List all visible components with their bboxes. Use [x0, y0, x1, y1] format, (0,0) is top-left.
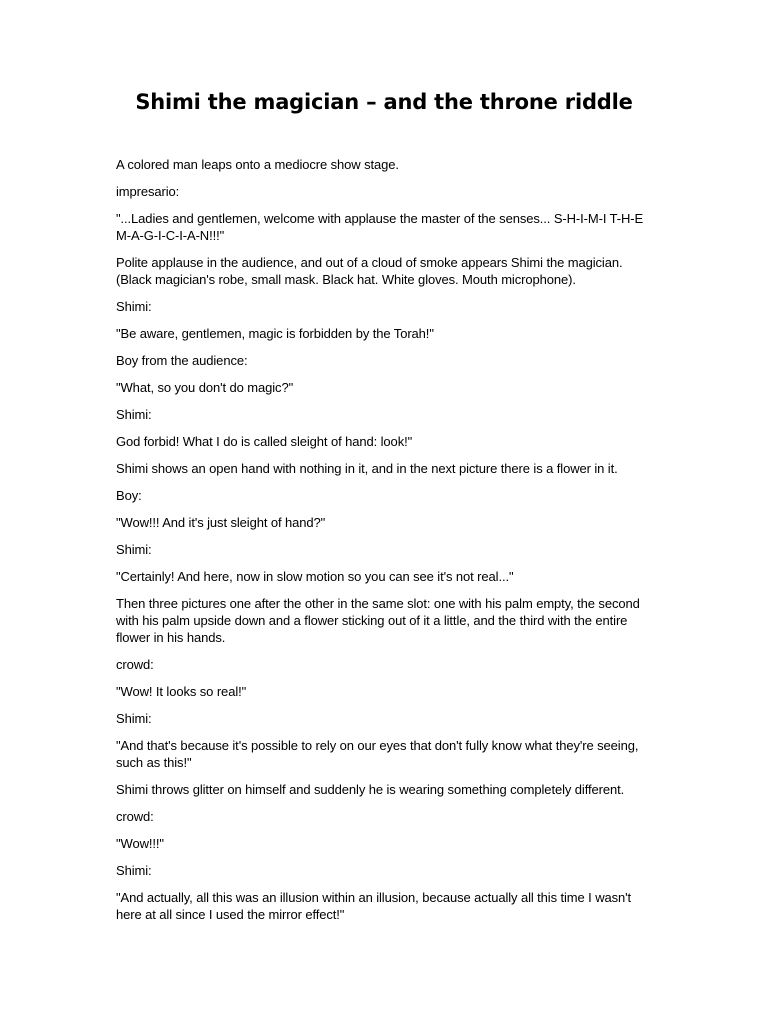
document-body — [116, 156, 656, 933]
paragraph: crowd: — [116, 657, 154, 672]
paragraph: crowd: — [116, 809, 154, 824]
paragraph: "Wow! It looks so real!" — [116, 684, 247, 699]
paragraph: "Be aware, gentlemen, magic is forbidden by the Torah!" — [116, 326, 434, 341]
paragraph: A colored man leaps onto a mediocre show stage. — [116, 157, 399, 172]
paragraph: "Wow!!! And it's just sleight of hand?" — [116, 515, 326, 530]
paragraph: Then three pictures one after the other in the same slot: one with his palm empty, the second with his palm upside down and a flower sticking out of it a little, and the third with the entire flower in his hands. — [116, 596, 640, 645]
paragraph: "And that's because it's possible to rely on our eyes that don't fully know what they're seeing, such as this!" — [116, 738, 639, 770]
paragraph: Boy from the audience: — [116, 353, 248, 368]
paragraph: "What, so you don't do magic?" — [116, 380, 294, 395]
paragraph: Shimi: — [116, 863, 152, 878]
document-title: Shimi the magician – and the throne riddle — [135, 90, 633, 114]
paragraph: "Certainly! And here, now in slow motion so you can see it's not real..." — [116, 569, 514, 584]
paragraph: Shimi: — [116, 542, 152, 557]
paragraph: Shimi: — [116, 299, 152, 314]
paragraph: "...Ladies and gentlemen, welcome with applause the master of the senses... S-H-I-M-I T-H-E M-A-G-I-C-I-A-N!!!" — [116, 211, 644, 243]
paragraph: impresario: — [116, 184, 180, 199]
paragraph: Shimi: — [116, 407, 152, 422]
paragraph: "And actually, all this was an illusion within an illusion, because actually all this time I wasn't here at all since I used the mirror effect!" — [116, 890, 632, 922]
paragraph: Shimi: — [116, 711, 152, 726]
paragraph: God forbid! What I do is called sleight of hand: look!" — [116, 434, 413, 449]
paragraph: Boy: — [116, 488, 142, 503]
paragraph: Shimi shows an open hand with nothing in it, and in the next picture there is a flower in it. — [116, 461, 618, 476]
paragraph: "Wow!!!" — [116, 836, 164, 851]
paragraph: Shimi throws glitter on himself and suddenly he is wearing something completely different. — [116, 782, 625, 797]
paragraph: Polite applause in the audience, and out of a cloud of smoke appears Shimi the magician. (Black magician's robe, small mask. Black hat. White gloves. Mouth microphone). — [116, 255, 623, 287]
